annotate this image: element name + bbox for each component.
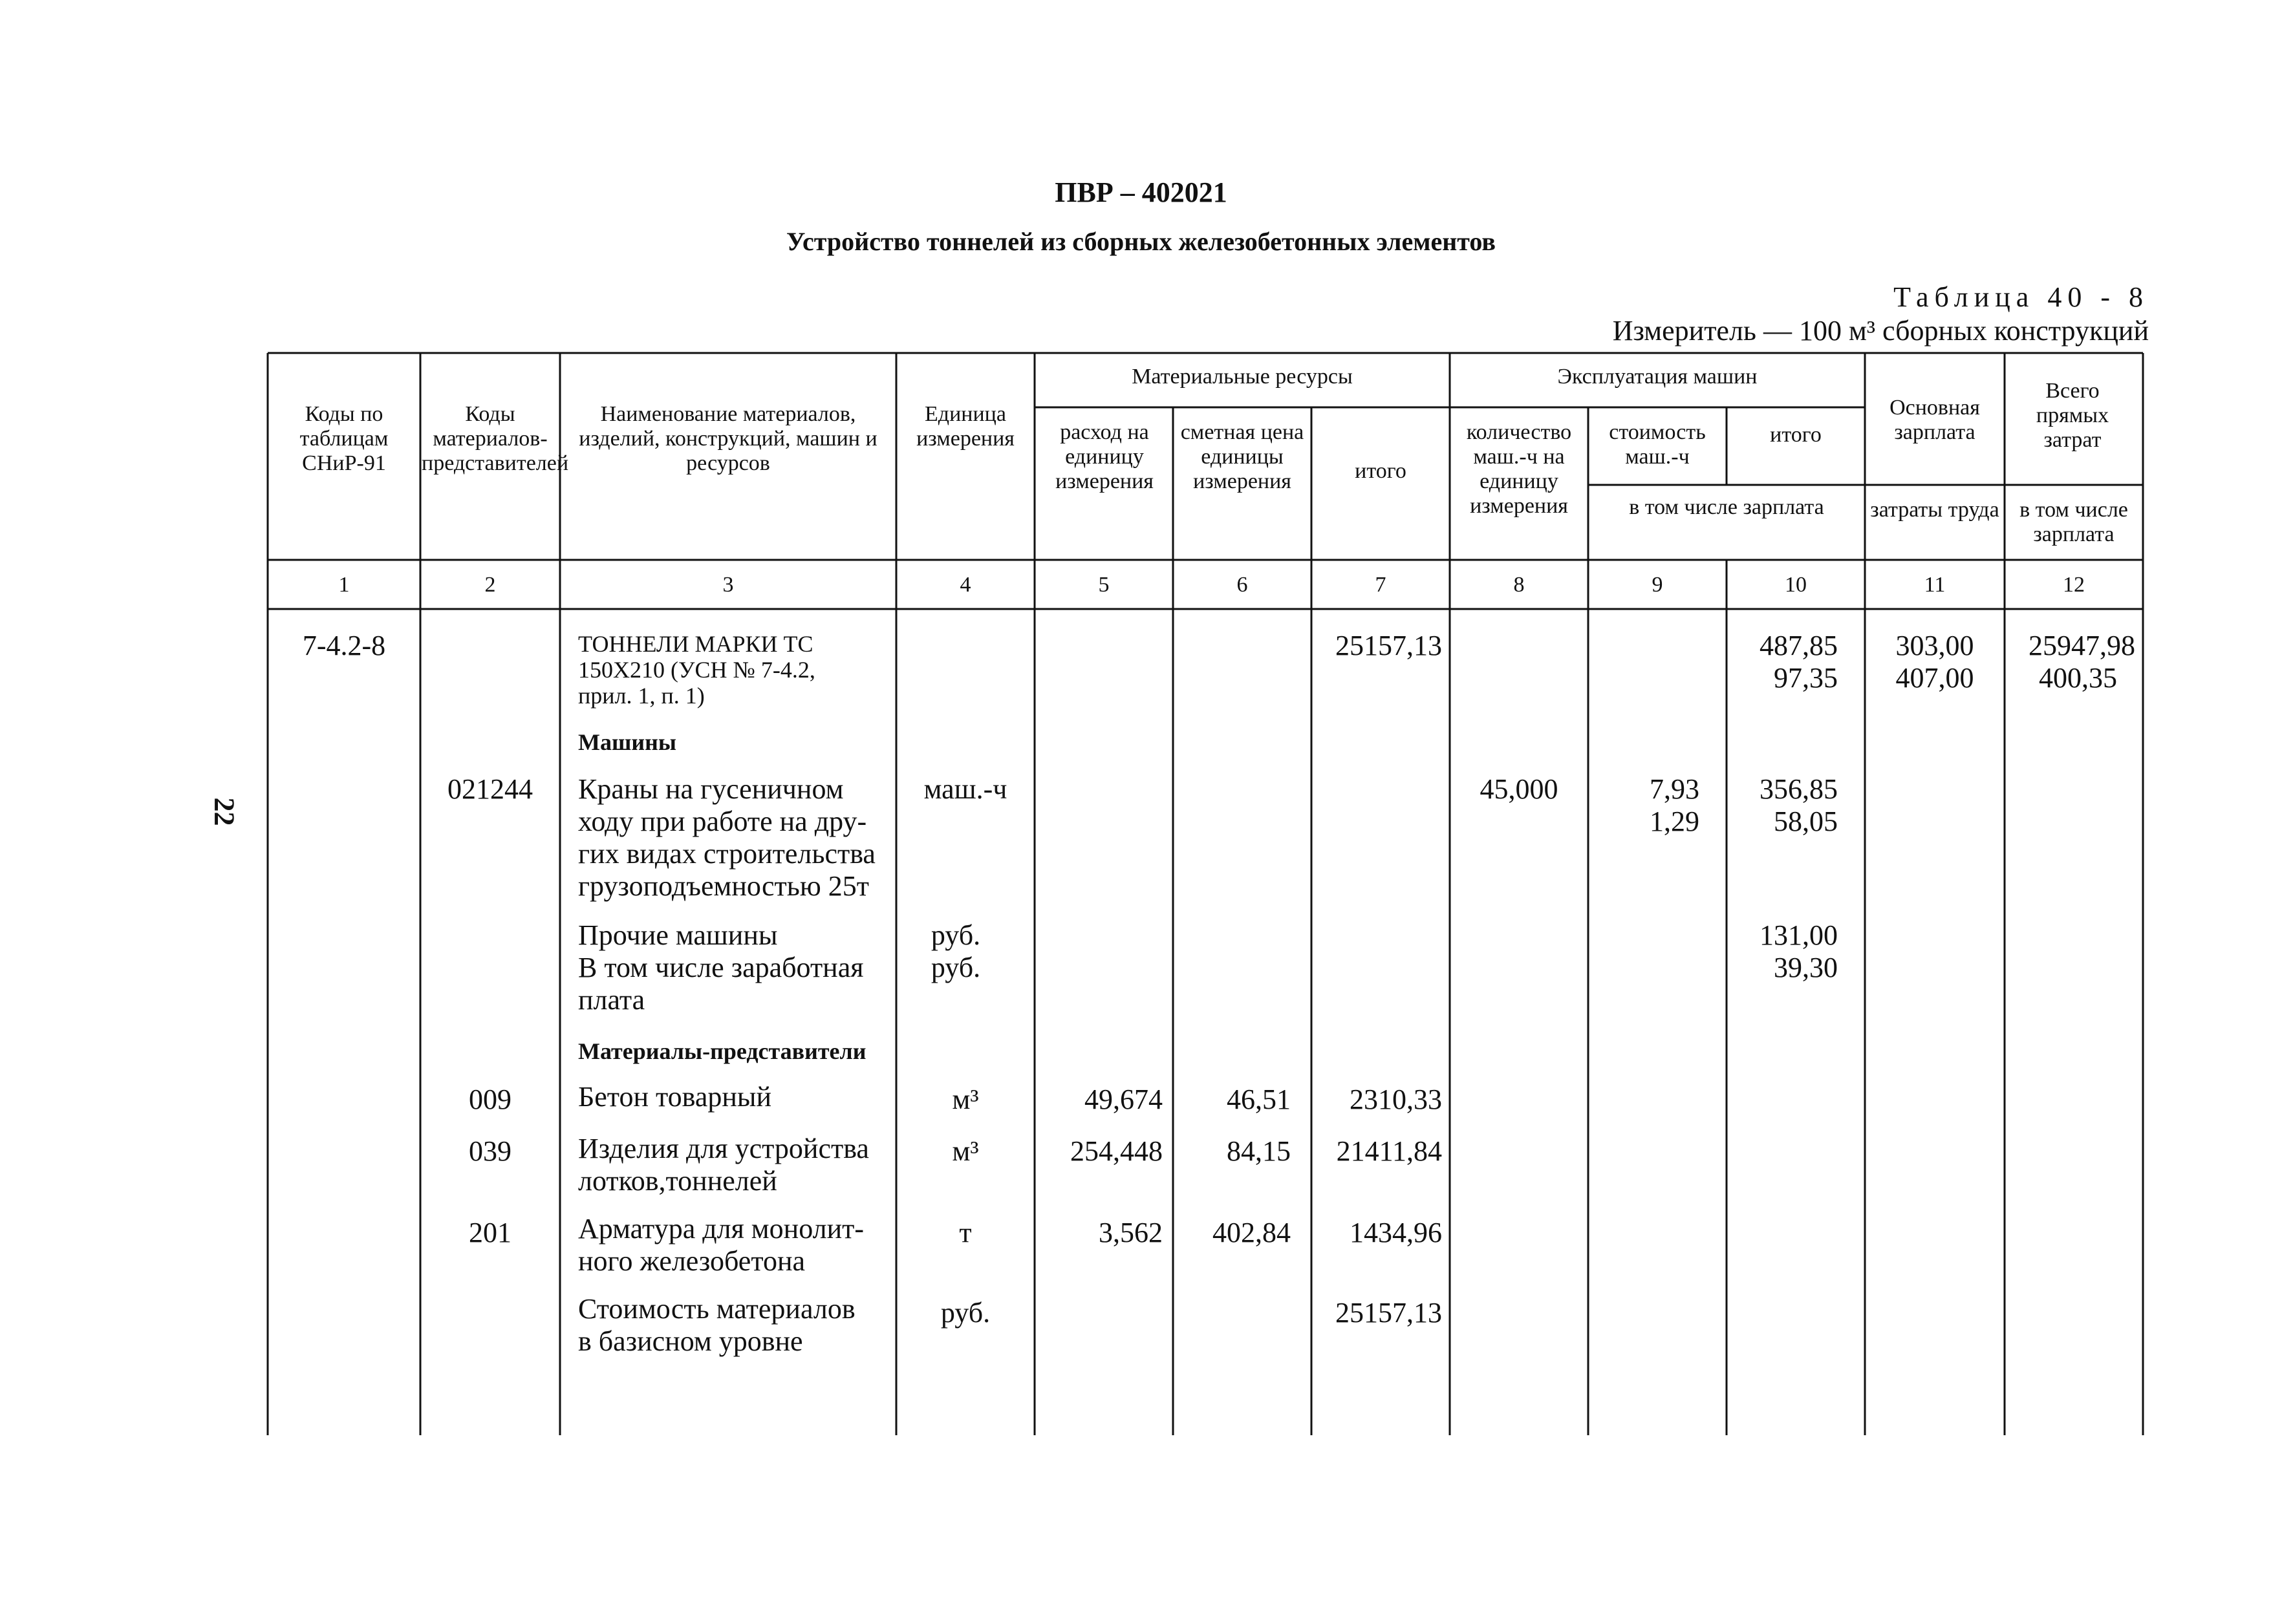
page-number: 22 — [208, 797, 241, 826]
row-materials-cost-unit: руб. — [940, 1297, 991, 1329]
column-number-2: 2 — [484, 573, 496, 597]
row-products-unit: м³ — [952, 1135, 979, 1167]
header-col8: количество маш.-ч на единицу измерения — [1466, 420, 1572, 518]
row-main-name-line3: прил. 1, п. 1) — [578, 683, 705, 709]
row-concrete-unit: м³ — [952, 1084, 979, 1115]
row-products-consumption: 254,448 — [1070, 1135, 1163, 1167]
column-number-9: 9 — [1652, 573, 1663, 597]
header-col1: Коды по таблицам СНиР-91 — [299, 402, 389, 475]
header-col9-10-sub: в том числе зарплата — [1629, 495, 1824, 519]
row-rebar-name-line2: ного железобетона — [578, 1245, 806, 1277]
row-crane-wage-per-hour: 1,29 — [1650, 806, 1699, 837]
row-rebar-code: 201 — [469, 1217, 511, 1248]
row-main-labor: 407,00 — [1895, 662, 1974, 694]
column-number-3: 3 — [722, 573, 734, 597]
row-crane-total-wages: 58,05 — [1774, 806, 1838, 837]
column-number-7: 7 — [1375, 573, 1386, 597]
row-rebar-price: 402,84 — [1212, 1217, 1291, 1248]
row-materials-cost-name — [578, 1293, 895, 1358]
row-crane-name-line3: гих видах строительства — [578, 838, 876, 870]
row-main-total-materials: 25157,13 — [1335, 630, 1442, 661]
row-products-name-line2: лотков,тоннелей — [578, 1165, 777, 1197]
row-concrete-consumption: 49,674 — [1084, 1084, 1163, 1115]
row-rebar-consumption: 3,562 — [1099, 1217, 1163, 1248]
row-main-code: 7-4.2-8 — [302, 630, 386, 661]
row-concrete-name: Бетон товарный — [578, 1081, 772, 1113]
header-material-resources: Материальные ресурсы — [1132, 365, 1353, 389]
header-machine-operation: Эксплуатация машин — [1557, 365, 1758, 389]
row-main-machines-total: 487,85 — [1760, 630, 1838, 661]
row-main-machines-wages: 97,35 — [1774, 662, 1838, 694]
row-rebar-unit: т — [959, 1217, 972, 1248]
row-concrete-total: 2310,33 — [1350, 1084, 1442, 1115]
row-crane-cost-per-hour: 7,93 — [1650, 773, 1699, 805]
row-rebar-name-line1: Арматура для монолит- — [578, 1213, 864, 1245]
column-number-10: 10 — [1785, 573, 1807, 597]
row-crane-name-line2: ходу при работе на дру- — [578, 806, 867, 837]
row-other-machines-total: 131,00 — [1760, 919, 1838, 951]
header-col4: Единица измерения — [916, 402, 1015, 451]
column-number-6: 6 — [1236, 573, 1248, 597]
row-main-name-line1: ТОННЕЛИ МАРКИ ТС — [578, 631, 813, 657]
header-col7: итого — [1355, 459, 1406, 483]
table-meter: Измеритель — 100 м³ сборных конструкций — [1612, 315, 2149, 347]
row-materials-cost-name-line1: Стоимость материалов — [578, 1293, 856, 1325]
header-col6: сметная цена единицы измерения — [1180, 420, 1304, 493]
column-number-12: 12 — [2063, 573, 2085, 597]
header-col9: стоимость маш.-ч — [1609, 420, 1706, 469]
row-crane-name — [578, 773, 895, 903]
header-col5: расход на единицу измерения — [1055, 420, 1154, 493]
header-col11: Основная зарплата — [1889, 396, 1980, 444]
row-products-name-line1: Изделия для устройства — [578, 1133, 869, 1164]
row-products-price: 84,15 — [1227, 1135, 1291, 1167]
row-rebar-name — [578, 1213, 895, 1277]
header-col12: Всего прямых затрат — [2036, 379, 2109, 452]
header-col3: Наименование материалов, изделий, конструкций, машин и ресурсов — [579, 402, 877, 475]
row-materials-cost-total: 25157,13 — [1335, 1297, 1442, 1329]
section-machines: Машины — [578, 729, 676, 755]
header-col11-sub: затраты труда — [1870, 498, 1999, 522]
row-concrete-price: 46,51 — [1227, 1084, 1291, 1115]
row-other-wages-total: 39,30 — [1774, 952, 1838, 983]
row-rebar-total: 1434,96 — [1350, 1217, 1442, 1248]
row-other-wages-name — [578, 952, 895, 1016]
document-subtitle: Устройство тоннелей из сборных железобетонных элементов — [786, 227, 1496, 256]
row-concrete-code: 009 — [469, 1084, 511, 1115]
row-main-wages: 303,00 — [1895, 630, 1974, 661]
row-materials-cost-name-line2: в базисном уровне — [578, 1325, 803, 1357]
row-other-wages-name-line2: плата — [578, 984, 645, 1016]
section-materials: Материалы-представители — [578, 1038, 867, 1064]
row-crane-total: 356,85 — [1760, 773, 1838, 805]
row-other-machines-unit: руб. — [931, 919, 981, 951]
header-col12-sub: в том числе зарплата — [2019, 498, 2128, 546]
row-crane-machine-hours: 45,000 — [1480, 773, 1558, 805]
column-number-1: 1 — [338, 573, 350, 597]
row-main-name-line2: 150Х210 (УСН № 7-4.2, — [578, 657, 815, 683]
column-number-4: 4 — [960, 573, 971, 597]
row-crane-name-line1: Краны на гусеничном — [578, 773, 844, 805]
row-main-name — [578, 631, 895, 709]
row-other-machines-name: Прочие машины — [578, 919, 778, 951]
row-products-name — [578, 1133, 895, 1197]
column-number-5: 5 — [1098, 573, 1110, 597]
row-main-total-direct: 25947,98 — [2029, 630, 2135, 661]
column-number-8: 8 — [1513, 573, 1525, 597]
row-products-total: 21411,84 — [1336, 1135, 1442, 1167]
row-other-wages-name-line1: В том числе заработная — [578, 952, 864, 983]
header-col2: Коды материалов-представителей — [422, 402, 569, 475]
row-other-wages-unit: руб. — [931, 952, 981, 983]
row-products-code: 039 — [469, 1135, 511, 1167]
row-crane-code: 021244 — [447, 773, 533, 805]
table-number: Таблица 40 - 8 — [1893, 281, 2149, 313]
row-crane-unit: маш.-ч — [923, 773, 1007, 805]
row-main-total-wages: 400,35 — [2039, 662, 2117, 694]
column-number-11: 11 — [1924, 573, 1946, 597]
header-col10: итого — [1770, 423, 1822, 447]
document-code: ПВР – 402021 — [1055, 176, 1227, 208]
row-crane-name-line4: грузоподъемностью 25т — [578, 870, 869, 902]
